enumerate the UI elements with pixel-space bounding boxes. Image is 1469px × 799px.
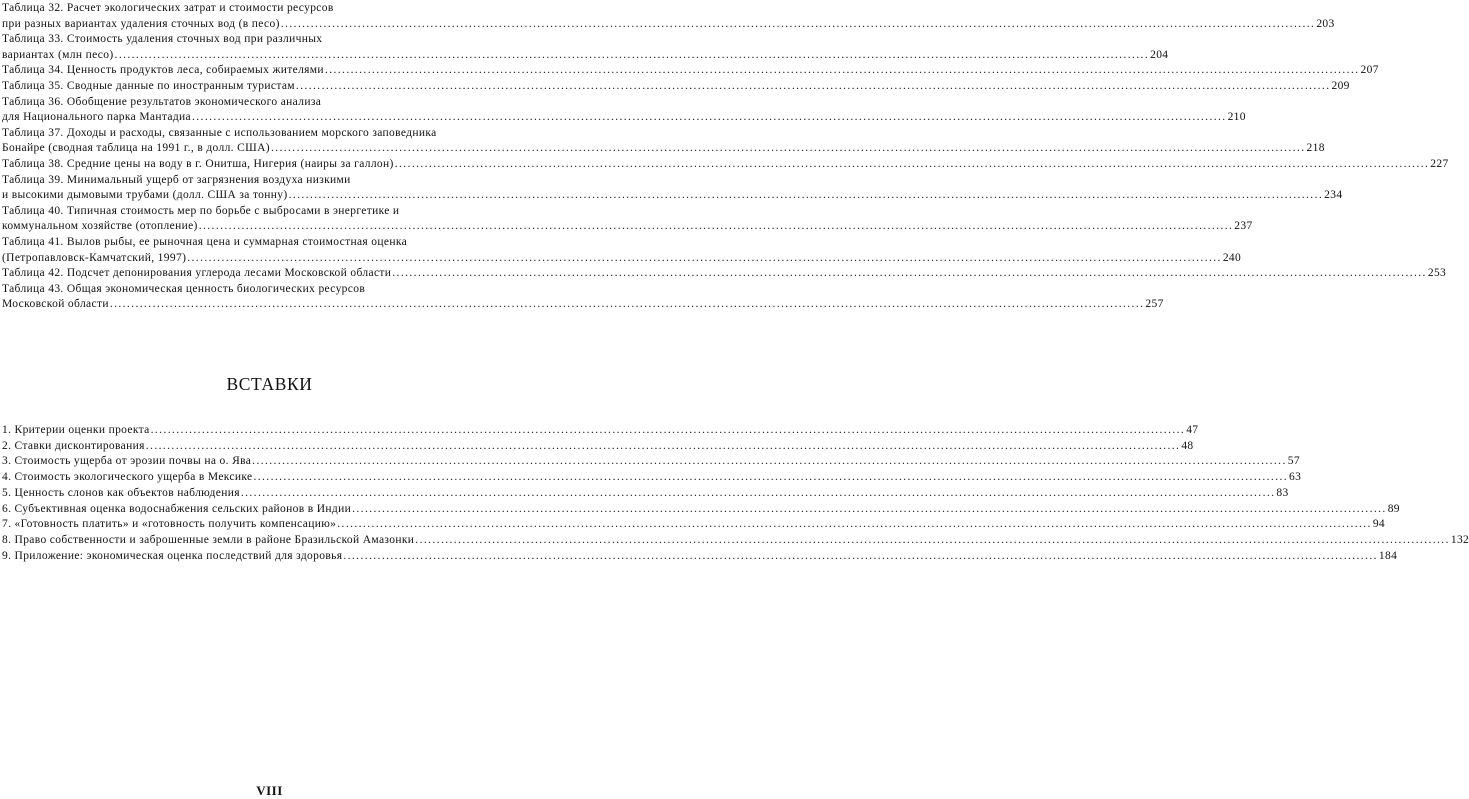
toc-entry-text: 2. Ставки дисконтирования — [2, 439, 145, 452]
dot-leader — [192, 110, 1227, 126]
page-number: 218 — [1306, 142, 1325, 155]
page-number: 204 — [1150, 48, 1169, 61]
toc-entry-table-36[interactable] — [2, 95, 1246, 126]
toc-entry-table-38[interactable] — [2, 157, 1449, 173]
toc-entry-insert-9[interactable] — [2, 549, 1398, 565]
page-number: 132 — [1450, 533, 1469, 546]
dot-leader — [253, 470, 1288, 486]
page-number: 207 — [1360, 64, 1379, 77]
section-heading: ВСТАВКИ — [226, 374, 313, 394]
dot-leader — [146, 439, 1181, 455]
toc-entry-insert-8[interactable] — [2, 533, 1469, 549]
toc-entry-text: 6. Субъективная оценка водоснабжения сельских районов в Индии — [2, 502, 352, 515]
toc-entry-text: и высокими дымовыми трубами (долл. США за тонну) — [2, 189, 288, 202]
page-number: 48 — [1181, 439, 1194, 452]
dot-leader — [325, 63, 1360, 79]
toc-entry-text: для Национального парка Мантадиа — [2, 111, 191, 124]
toc-entry-insert-5[interactable] — [2, 486, 1289, 502]
toc-entry-table-41[interactable] — [2, 235, 1242, 266]
toc-entry-text: 3. Стоимость ущерба от эрозии почвы на о. Ява — [2, 455, 252, 468]
toc-entry-insert-4[interactable] — [2, 470, 1302, 486]
page-number: 240 — [1222, 251, 1242, 264]
page-number: 209 — [1331, 79, 1350, 92]
page-number-footer: VIII — [256, 783, 283, 798]
toc-entry-text: вариантах (млн песо) — [2, 48, 114, 61]
inserts-list — [2, 423, 1469, 564]
dot-leader — [115, 48, 1150, 64]
dot-leader — [271, 141, 1306, 157]
toc-entry-text: Таблица 41. Вылов рыбы, ее рыночная цена и суммарная стоимостная оценка — [2, 235, 408, 248]
page-number: 89 — [1387, 502, 1400, 515]
toc-entry-text: 7. «Готовность платить» и «готовность получить компенсацию» — [2, 518, 337, 531]
page-number: 94 — [1372, 518, 1386, 531]
toc-entry-text: Таблица 37. Доходы и расходы, связанные с использованием морского заповедника — [2, 126, 437, 139]
dot-leader — [187, 251, 1222, 267]
page-number: 234 — [1324, 189, 1343, 202]
dot-leader — [415, 533, 1450, 549]
toc-entry-text: Таблица 35. Сводные данные по иностранным туристам — [2, 79, 295, 92]
toc-entry-text: Таблица 43. Общая экономическая ценность биологических ресурсов — [2, 282, 366, 295]
page-number: 257 — [1145, 298, 1164, 311]
toc-entry-table-35[interactable] — [2, 79, 1350, 95]
toc-entry-text: (Петропавловск-Камчатский, 1997) — [2, 251, 187, 264]
dot-leader — [296, 79, 1331, 95]
page-number: 227 — [1430, 157, 1449, 170]
toc-entry-text: Таблица 39. Минимальный ущерб от загрязнения воздуха низкими — [2, 173, 351, 186]
toc-entry-insert-3[interactable] — [2, 454, 1300, 470]
dot-leader — [343, 549, 1378, 565]
toc-entry-insert-1[interactable] — [2, 423, 1199, 439]
page-number: 237 — [1234, 220, 1253, 233]
dot-leader — [289, 188, 1324, 204]
toc-entry-text: Таблица 33. Стоимость удаления сточных вод при различных — [2, 33, 323, 46]
toc-entry-insert-7[interactable] — [2, 517, 1386, 533]
toc-entry-insert-2[interactable] — [2, 439, 1194, 455]
dot-leader — [395, 157, 1430, 173]
toc-entry-table-37[interactable] — [2, 126, 1325, 157]
toc-entry-text: 8. Право собственности и заброшенные земли в районе Бразильской Амазонки — [2, 533, 415, 546]
page-number: 253 — [1427, 267, 1447, 280]
toc-entry-text: Таблица 40. Типичная стоимость мер по борьбе с выбросами в энергетике и — [2, 204, 400, 217]
dot-leader — [151, 423, 1186, 439]
page-number: 203 — [1316, 17, 1335, 30]
toc-entry-text: при разных вариантах удаления сточных вод (в песо) — [2, 17, 280, 30]
page-number: 47 — [1186, 424, 1199, 436]
toc-entry-text: Таблица 42. Подсчет депонирования углерода лесами Московской области — [2, 267, 392, 280]
toc-entry-table-40[interactable] — [2, 204, 1253, 235]
toc-entry-text: 5. Ценность слонов как объектов наблюдения — [2, 486, 240, 499]
toc-entry-text: Бонайре (сводная таблица на 1991 г., в долл. США) — [2, 142, 270, 155]
dot-leader — [110, 297, 1145, 313]
dot-leader — [392, 266, 1427, 282]
toc-entry-text: 4. Стоимость экологического ущерба в Мексике — [2, 471, 253, 484]
page-number: 210 — [1227, 111, 1246, 124]
dot-leader — [241, 486, 1276, 502]
toc-entry-insert-6[interactable] — [2, 502, 1400, 518]
toc-entry-text: Таблица 36. Обобщение результатов экономического анализа — [2, 95, 322, 108]
dot-leader — [337, 517, 1372, 533]
page-number: 57 — [1287, 455, 1300, 468]
toc-entry-table-33[interactable] — [2, 32, 1169, 63]
toc-entry-text: 9. Приложение: экономическая оценка последствий для здоровья — [2, 549, 343, 562]
dot-leader — [352, 502, 1387, 518]
toc-entry-text: Таблица 38. Средние цены на воду в г. Онитша, Нигерия (наиры за галлон) — [2, 157, 394, 170]
toc-entry-table-43[interactable] — [2, 282, 1164, 313]
tables-list — [2, 1, 1449, 313]
toc-entry-text: Таблица 34. Ценность продуктов леса, собираемых жителями — [2, 64, 324, 77]
dot-leader — [252, 454, 1287, 470]
toc-entry-text: Московской области — [2, 298, 109, 311]
dot-leader — [199, 219, 1234, 235]
page-number: 63 — [1289, 471, 1302, 484]
toc-entry-table-32[interactable] — [2, 1, 1335, 32]
dot-leader — [281, 17, 1316, 33]
toc-entry-table-39[interactable] — [2, 173, 1343, 204]
page-number: 184 — [1378, 549, 1398, 562]
toc-entry-text: коммунальном хозяйстве (отопление) — [2, 220, 198, 233]
page-number: 83 — [1276, 486, 1289, 499]
toc-entry-text: Таблица 32. Расчет экологических затрат и стоимости ресурсов — [2, 2, 334, 14]
toc-entry-text: 1. Критерии оценки проекта — [2, 424, 150, 436]
toc-entry-table-42[interactable] — [2, 266, 1447, 282]
toc-entry-table-34[interactable] — [2, 63, 1379, 79]
